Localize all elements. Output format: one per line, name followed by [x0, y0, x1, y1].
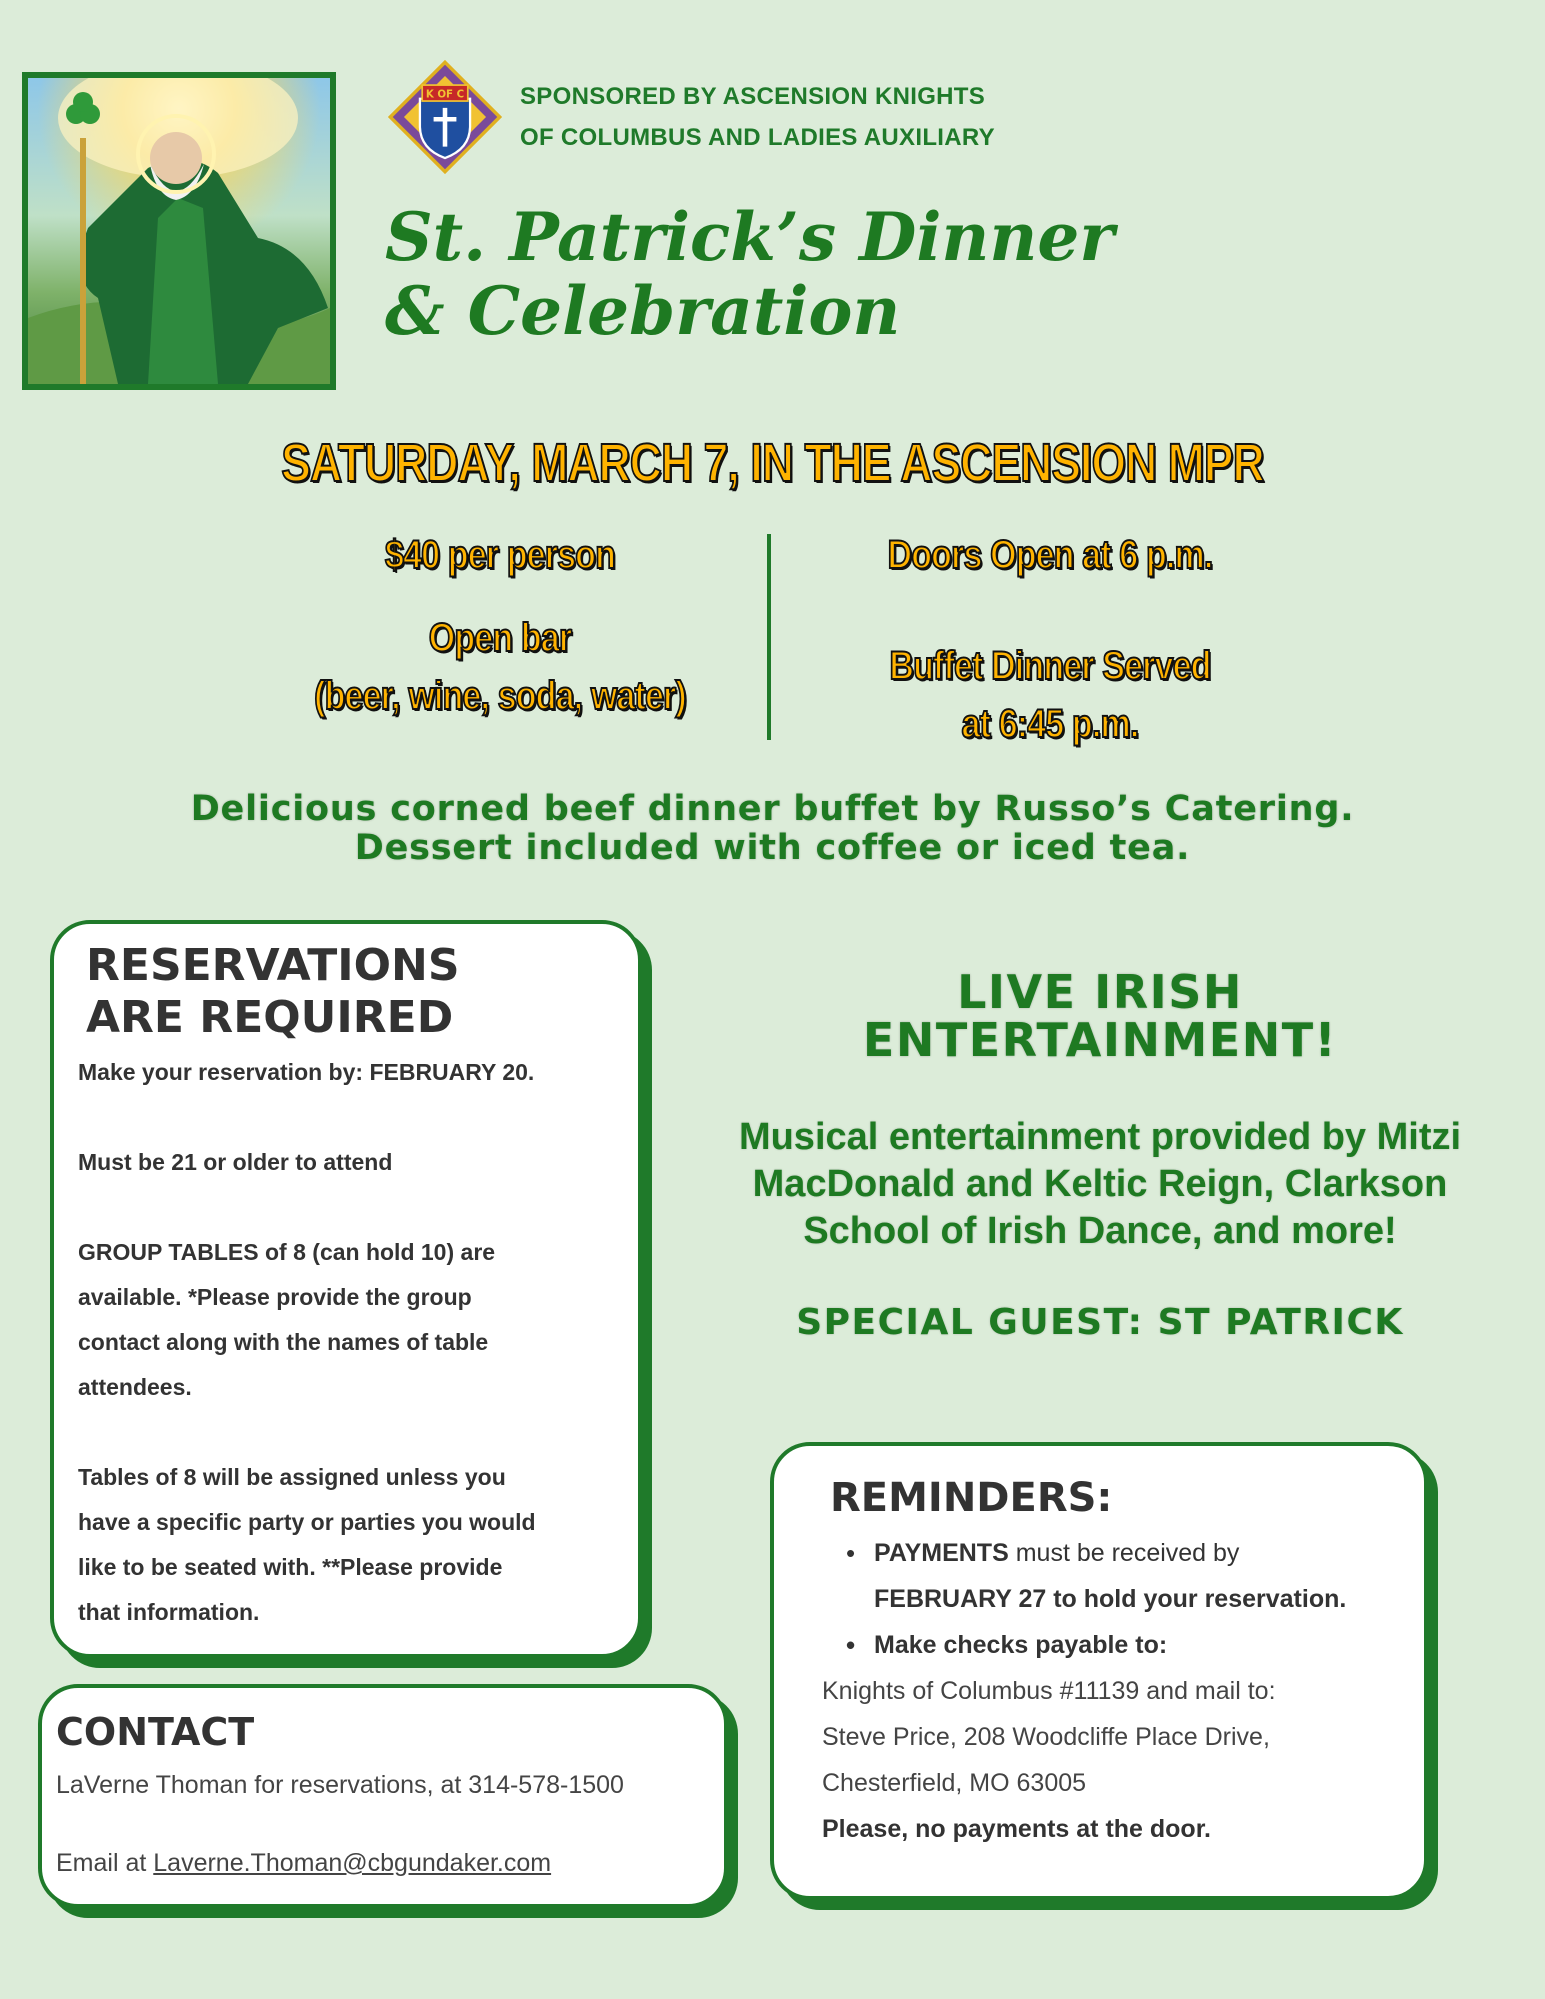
tables-line-3: like to be seated with. **Please provide — [78, 1554, 503, 1580]
svg-text:K OF C: K OF C — [425, 88, 465, 101]
group-tables-line-3: contact along with the names of table — [78, 1329, 489, 1355]
reminder-payments-deadline — [874, 1576, 1424, 1622]
sponsor-line-2: OF COLUMBUS AND LADIES AUXILIARY — [520, 124, 995, 151]
reminders-heading: REMINDERS: — [830, 1475, 1113, 1521]
reservation-deadline: Make your reservation by: FEBRUARY 20. — [78, 1059, 535, 1085]
email-prefix: Email at — [56, 1849, 154, 1877]
entertainment-heading-1: LIVE IRISH — [957, 965, 1243, 1019]
reminders-card — [770, 1442, 1428, 1900]
reservations-heading-1: RESERVATIONS — [86, 940, 460, 991]
group-tables-line-1: GROUP TABLES of 8 (can hold 10) are — [78, 1239, 496, 1265]
entertainment-line-3: School of Irish Dance, and more! — [803, 1210, 1397, 1252]
email-link[interactable]: Laverne.Thoman@cbgundaker.com — [153, 1849, 552, 1877]
reminder-checks: • Make checks payable to: — [874, 1622, 1424, 1668]
menu-line-2: Dessert included with coffee or iced tea. — [354, 828, 1191, 868]
event-title-line-1: St. Patrick’s Dinner — [385, 198, 1115, 276]
tables-line-1: Tables of 8 will be assigned unless you — [78, 1464, 506, 1490]
group-tables-info — [78, 1230, 618, 1410]
menu-line-1: Delicious corned beef dinner buffet by Russo’s Catering. — [190, 789, 1355, 829]
mailing-address-1: Knights of Columbus #11139 and mail to: — [822, 1677, 1276, 1705]
group-tables-line-2: available. *Please provide the group — [78, 1284, 472, 1310]
kofc-emblem-icon — [388, 60, 502, 174]
menu-description — [0, 790, 1545, 868]
dinner-time-text: at 6:45 p.m. — [961, 702, 1139, 746]
column-divider — [767, 534, 771, 740]
entertainment-heading-2: ENTERTAINMENT! — [862, 1013, 1338, 1067]
group-tables-line-4: attendees. — [78, 1374, 192, 1400]
contact-phone: LaVerne Thoman for reservations, at 314-578-1500 — [56, 1771, 624, 1799]
reminder-payments — [874, 1530, 1424, 1576]
sponsor-text — [520, 76, 1120, 158]
entertainment-line-2: MacDonald and Keltic Reign, Clarkson — [752, 1163, 1448, 1205]
contact-card — [38, 1684, 728, 1908]
reminders-list — [824, 1530, 1424, 1668]
entertainment-heading — [700, 965, 1500, 1067]
special-guest: SPECIAL GUEST: ST PATRICK — [796, 1302, 1404, 1343]
payments-deadline: FEBRUARY 27 to hold your reservation. — [874, 1585, 1347, 1613]
mailing-address-3: Chesterfield, MO 63005 — [822, 1769, 1087, 1797]
age-requirement: Must be 21 or older to attend — [78, 1149, 393, 1175]
event-title — [385, 200, 1285, 348]
no-door-payments: Please, no payments at the door. — [822, 1815, 1212, 1843]
contact-email-line — [56, 1840, 551, 1886]
open-bar-details: (beer, wine, soda, water) — [314, 674, 686, 718]
sponsor-line-1: SPONSORED BY ASCENSION KNIGHTS — [520, 83, 986, 110]
event-date: SATURDAY, MARCH 7, IN THE ASCENSION MPR — [281, 433, 1264, 493]
st-patrick-image — [22, 72, 336, 390]
reservations-heading-2: ARE REQUIRED — [86, 992, 454, 1043]
reservations-card — [50, 920, 642, 1658]
entertainment-line-1: Musical entertainment provided by Mitzi — [738, 1116, 1462, 1158]
contact-heading: CONTACT — [56, 1710, 255, 1754]
entertainment-description — [690, 1114, 1510, 1255]
doors-open-text: Doors Open at 6 p.m. — [887, 533, 1213, 577]
dinner-served-text: Buffet Dinner Served — [889, 644, 1211, 688]
open-bar-text: Open bar — [428, 616, 572, 660]
mailing-address-2: Steve Price, 208 Woodcliffe Place Drive, — [822, 1723, 1270, 1751]
tables-line-4: that information. — [78, 1599, 260, 1625]
payments-bold: PAYMENTS — [874, 1539, 1009, 1567]
event-title-line-2: & Celebration — [385, 272, 901, 350]
payments-rest: must be received by — [1008, 1539, 1240, 1567]
tables-line-2: have a specific party or parties you would — [78, 1509, 536, 1535]
price-text: $40 per person — [384, 533, 615, 577]
table-assignment-info — [78, 1455, 618, 1635]
